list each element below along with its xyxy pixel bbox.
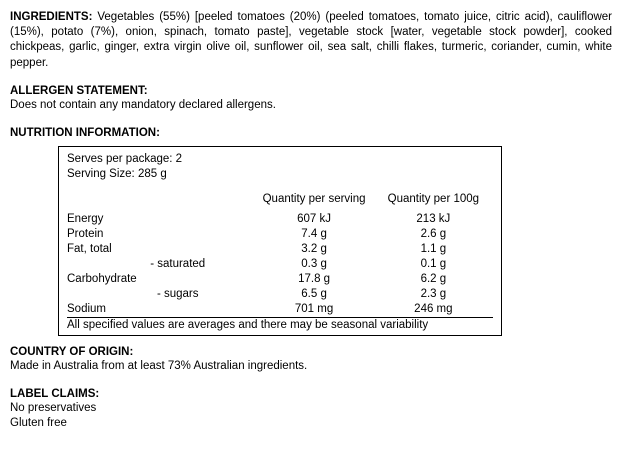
nutrition-panel (58, 146, 502, 336)
row-per-serving: 3.2 g (301, 243, 327, 256)
claims-heading: LABEL CLAIMS: (10, 387, 100, 400)
row-per-serving: 6.5 g (301, 288, 327, 301)
table-row (67, 227, 493, 242)
nutrition-table (67, 193, 493, 333)
list-item: Gluten free (10, 416, 67, 429)
ingredients-section (10, 10, 612, 71)
row-per-100g: 1.1 g (420, 243, 447, 256)
origin-section (8, 346, 616, 374)
nutrition-heading: NUTRITION INFORMATION: (10, 126, 160, 139)
row-label: - sugars (156, 288, 199, 301)
spacer (8, 71, 616, 85)
allergen-section (8, 85, 616, 113)
origin-text: Made in Australia from at least 73% Australian ingredients. (10, 359, 308, 372)
serves-per-package: Serves per package: 2 (67, 152, 183, 165)
allergen-text: Does not contain any mandatory declared allergens. (10, 98, 276, 111)
row-label: Protein (67, 228, 104, 241)
ingredients-heading: INGREDIENTS: (10, 11, 93, 23)
claims-section (8, 388, 616, 431)
allergen-heading: ALLERGEN STATEMENT: (10, 84, 148, 97)
table-row (67, 272, 493, 287)
row-per-100g: 2.6 g (420, 228, 447, 241)
row-label: Carbohydrate (67, 273, 137, 286)
row-per-serving: 7.4 g (301, 228, 327, 241)
row-per-serving: 17.8 g (298, 273, 331, 286)
row-per-100g: 213 kJ (416, 213, 451, 226)
row-per-100g: 246 mg (414, 303, 453, 316)
row-per-100g: 0.1 g (420, 258, 447, 271)
table-row (67, 302, 493, 318)
spacer (8, 113, 616, 127)
row-per-100g: 2.3 g (420, 288, 447, 301)
table-row (67, 257, 493, 272)
table-row (67, 242, 493, 257)
table-header-row (67, 193, 493, 212)
nutrition-section (8, 127, 616, 336)
table-row (67, 212, 493, 227)
column-header-per-100g: Quantity per 100g (387, 192, 480, 205)
column-header-per-serving: Quantity per serving (262, 192, 366, 205)
row-label: Sodium (67, 303, 106, 316)
column-header-blank (67, 193, 254, 212)
row-label: Fat, total (67, 243, 112, 256)
nutrition-serving-info (67, 152, 493, 183)
claims-list (10, 401, 616, 431)
row-per-serving: 701 mg (294, 303, 334, 316)
row-label: Energy (67, 213, 104, 226)
table-footnote-row (67, 317, 493, 333)
row-per-100g: 6.2 g (420, 273, 447, 286)
origin-heading: COUNTRY OF ORIGIN: (10, 345, 134, 358)
table-row (67, 287, 493, 302)
ingredients-text: Vegetables (55%) [peeled tomatoes (20%) (peeled tomatoes, tomato juice, citric acid), cauliflower (15%), potato (7%), onion, spinach, tomato paste], vegetable stock [water, vegetable stock powder], cooked chickpeas, garlic, ginger, extra virgin olive oil, sunflower oil, sea salt, chilli flakes, turmeric, coriander, cumin, white pepper. (10, 11, 612, 69)
row-per-serving: 0.3 g (301, 258, 327, 271)
spacer (8, 374, 616, 388)
serving-size: Serving Size: 285 g (67, 168, 167, 181)
row-label: - saturated (150, 258, 206, 271)
nutrition-footnote: All specified values are averages and there may be seasonal variability (67, 317, 493, 333)
list-item: No preservatives (10, 401, 97, 414)
row-per-serving: 607 kJ (297, 213, 332, 226)
